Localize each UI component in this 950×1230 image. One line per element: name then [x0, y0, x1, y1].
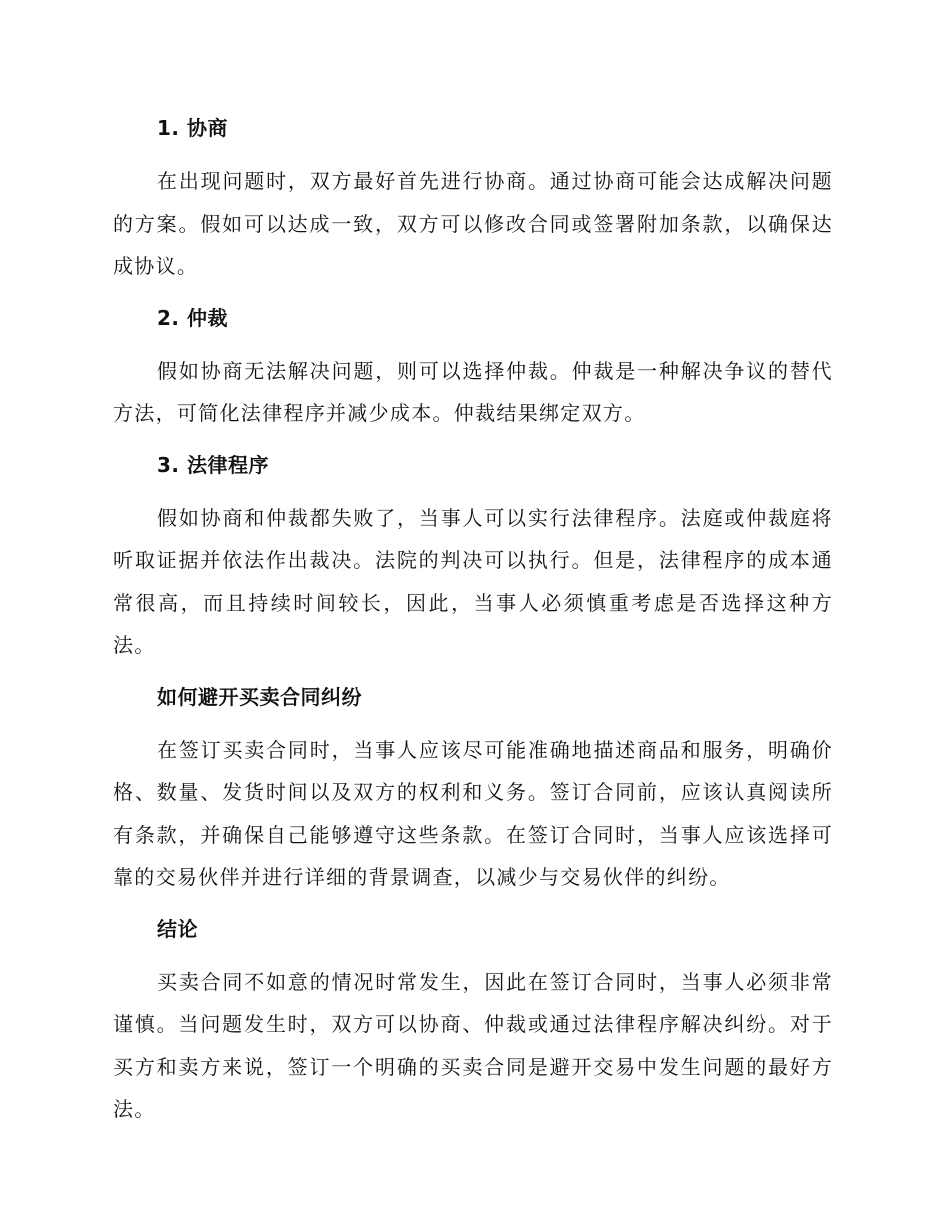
section-paragraph-legal-procedure: 假如协商和仲裁都失败了，当事人可以实行法律程序。法庭或仲裁庭将听取证据并依法作出裁决。法院的判决可以执行。但是，法律程序的成本通常很高，而且持续时间较长，因此，当事人必须慎重考虑是否选择这种方法。: [113, 505, 833, 657]
section-paragraph-arbitration: 假如协商无法解决问题，则可以选择仲裁。仲裁是一种解决争议的替代方法，可简化法律程序并减少成本。仲裁结果绑定双方。: [113, 358, 833, 425]
section-heading-negotiation: 1. 协商: [157, 116, 228, 140]
section-heading-arbitration: 2. 仲裁: [157, 305, 228, 330]
section-paragraph-conclusion: 买卖合同不如意的情况时常发生，因此在签订合同时，当事人必须非常谨慎。当问题发生时，双方可以协商、仲裁或通过法律程序解决纠纷。对于买方和卖方来说，签订一个明确的买卖合同是避开交易中发生问题的最好方法。: [113, 969, 833, 1121]
section-heading-conclusion: 结论: [157, 916, 198, 941]
section-paragraph-negotiation: 在出现问题时，双方最好首先进行协商。通过协商可能会达成解决问题的方案。假如可以达成一致，双方可以修改合同或签署附加条款，以确保达成协议。: [113, 169, 833, 278]
section-heading-avoid-disputes: 如何避开买卖合同纠纷: [157, 684, 362, 709]
document-body: [113, 108, 833, 1131]
section-heading-legal-procedure: 3. 法律程序: [157, 452, 269, 477]
section-paragraph-avoid-disputes: 在签订买卖合同时，当事人应该尽可能准确地描述商品和服务，明确价格、数量、发货时间以及双方的权利和义务。签订合同前，应该认真阅读所有条款，并确保自己能够遵守这些条款。在签订合同时，当事人应该选择可靠的交易伙伴并进行详细的背景调查，以减少与交易伙伴的纠纷。: [113, 737, 833, 889]
